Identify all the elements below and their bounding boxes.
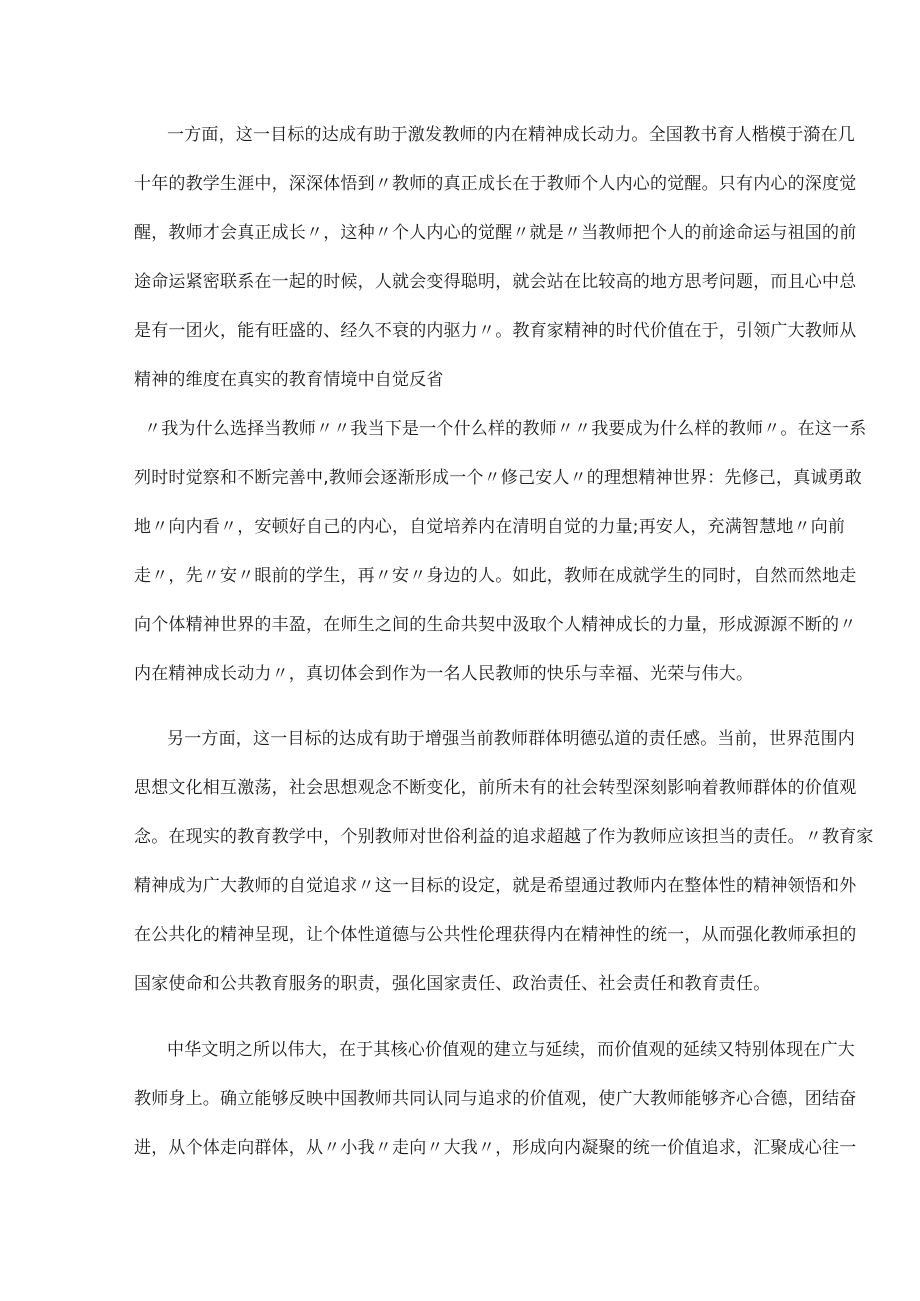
paragraph-2-line-5: 向个体精神世界的丰盈，在师生之间的生命共契中汲取个人精神成长的力量，形成源源不断的〃 — [134, 615, 857, 635]
paragraph-1-line-1: 一方面，这一目标的达成有助于激发教师的内在精神成长动力。全国教书育人楷模于漪在几 — [167, 125, 855, 145]
paragraph-1-line-4: 途命运紧密联系在一起的时候，人就会变得聪明，就会站在比较高的地方思考问题，而且心中总 — [134, 272, 857, 292]
paragraph-1-line-2: 十年的教学生涯中，深深体悟到〃教师的真正成长在于教师个人内心的觉醒。只有内心的深度觉 — [134, 174, 857, 194]
paragraph-4-line-1: 中华文明之所以伟大，在于其核心价值观的建立与延续，而价值观的延续又特别体现在广大 — [167, 1040, 855, 1060]
paragraph-3-line-2: 思想文化相互激荡，社会思想观念不断变化，前所未有的社会转型深刻影响着教师群体的价值观 — [134, 778, 857, 798]
paragraph-3-line-3: 念。在现实的教育教学中，个别教师对世俗利益的追求超越了作为教师应该担当的责任。〃教育家 — [134, 827, 874, 847]
paragraph-2-line-3: 地〃向内看〃，安顿好自己的内心，自觉培养内在清明自觉的力量;再安人，充满智慧地〃向前 — [134, 517, 846, 537]
paragraph-3-line-4: 精神成为广大教师的自觉追求〃这一目标的设定，就是希望通过教师内在整体性的精神领悟和外 — [134, 876, 857, 896]
paragraph-4-line-2: 教师身上。确立能够反映中国教师共同认同与追求的价值观，使广大教师能够齐心合德，团结奋 — [134, 1089, 857, 1109]
paragraph-1-line-5: 是有一团火，能有旺盛的、经久不衰的内驱力〃。教育家精神的时代价值在于，引领广大教师从 — [134, 321, 857, 341]
paragraph-2-line-1: 〃我为什么选择当教师〃〃我当下是一个什么样的教师〃〃我要成为什么样的教师〃。在这一系 — [144, 419, 867, 439]
paragraph-3-line-1: 另一方面，这一目标的达成有助于增强当前教师群体明德弘道的责任感。当前，世界范围内 — [167, 729, 855, 749]
paragraph-3-line-5: 在公共化的精神呈现，让个体性道德与公共性伦理获得内在精神性的统一，从而强化教师承担的 — [134, 925, 857, 945]
paragraph-2-line-6: 内在精神成长动力〃，真切体会到作为一名人民教师的快乐与幸福、光荣与伟大。 — [134, 664, 754, 684]
paragraph-2-line-4: 走〃，先〃安〃眼前的学生，再〃安〃身边的人。如此，教师在成就学生的同时，自然而然地走 — [134, 566, 857, 586]
paragraph-2-line-2: 列时时觉察和不断完善中,教师会逐渐形成一个〃修己安人〃的理想精神世界：先修己，真诚勇敢 — [134, 468, 863, 488]
paragraph-4-line-3: 进，从个体走向群体，从〃小我〃走向〃大我〃，形成向内凝聚的统一价值追求，汇聚成心往一 — [134, 1138, 857, 1158]
paragraph-1-line-3: 醒，教师才会真正成长〃，这种〃个人内心的觉醒〃就是〃当教师把个人的前途命运与祖国的前 — [134, 223, 857, 243]
paragraph-1-line-6: 精神的维度在真实的教育情境中自觉反省 — [134, 370, 444, 390]
paragraph-3-line-6: 国家使命和公共教育服务的职责，强化国家责任、政治责任、社会责任和教育责任。 — [134, 974, 771, 994]
